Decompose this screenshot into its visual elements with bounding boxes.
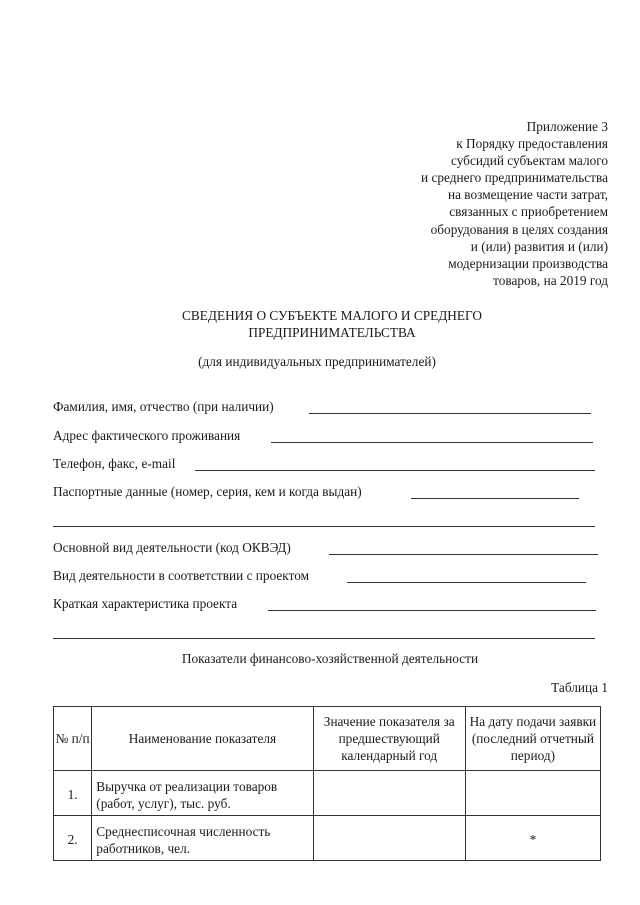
passport-field-continued[interactable] bbox=[53, 526, 595, 527]
row-indicator-name: Выручка от реализации товаров (работ, услуг), тыс. руб. bbox=[92, 771, 313, 816]
main-activity-label: Основной вид деятельности (код ОКВЭД) bbox=[53, 540, 291, 555]
row-number: 1. bbox=[54, 771, 92, 816]
header-indicator-name: Наименование показателя bbox=[92, 707, 313, 771]
full-name-field[interactable] bbox=[309, 413, 591, 414]
project-summary-label: Краткая характеристика проекта bbox=[53, 596, 238, 611]
appendix-line: субсидий субъектам малого bbox=[450, 153, 608, 169]
project-activity-label: Вид деятельности в соответствии с проектом bbox=[53, 568, 310, 583]
appendix-line: связанных с приобретением bbox=[449, 204, 608, 220]
project-summary-field-continued[interactable] bbox=[53, 638, 595, 639]
full-name-label: Фамилия, имя, отчество (при наличии) bbox=[53, 399, 274, 414]
appendix-line: на возмещение части затрат, bbox=[447, 187, 608, 203]
project-activity-field[interactable] bbox=[347, 582, 586, 583]
appendix-block bbox=[328, 118, 608, 289]
document-title bbox=[0, 307, 640, 341]
row-application-date-value[interactable]: * bbox=[465, 816, 600, 861]
project-summary-field[interactable] bbox=[268, 610, 596, 611]
address-label: Адрес фактического проживания bbox=[53, 428, 241, 443]
contacts-label: Телефон, факс, e-mail bbox=[53, 456, 176, 471]
row-previous-year-value[interactable] bbox=[313, 816, 465, 861]
document-title-line: ПРЕДПРИНИМАТЕЛЬСТВА bbox=[248, 325, 416, 340]
header-previous-year: Значение показателя за предшествующий календарный год bbox=[313, 707, 465, 771]
main-activity-field[interactable] bbox=[329, 554, 598, 555]
table-header-row bbox=[54, 707, 601, 771]
appendix-line: к Порядку предоставления bbox=[456, 136, 608, 152]
header-application-date: На дату подачи заявки (последний отчетный период) bbox=[465, 707, 600, 771]
appendix-line: товаров, на 2019 год bbox=[493, 272, 608, 288]
address-field[interactable] bbox=[271, 442, 593, 443]
contacts-field[interactable] bbox=[195, 470, 595, 471]
appendix-line: оборудования в целях создания bbox=[430, 221, 608, 237]
row-number: 2. bbox=[54, 816, 92, 861]
table-row bbox=[54, 771, 601, 816]
header-number: № п/п bbox=[54, 707, 92, 771]
row-application-date-value[interactable] bbox=[465, 771, 600, 816]
appendix-line: и (или) развития и (или) bbox=[470, 238, 608, 254]
row-indicator-name: Среднесписочная численность работников, чел. bbox=[92, 816, 313, 861]
row-previous-year-value[interactable] bbox=[313, 771, 465, 816]
table-row bbox=[54, 816, 601, 861]
passport-label: Паспортные данные (номер, серия, кем и когда выдан) bbox=[53, 484, 362, 499]
appendix-line: модернизации производства bbox=[448, 255, 608, 271]
passport-field[interactable] bbox=[411, 498, 579, 499]
appendix-line: Приложение 3 bbox=[526, 119, 608, 134]
document-title-line: СВЕДЕНИЯ О СУБЪЕКТЕ МАЛОГО И СРЕДНЕГО bbox=[182, 308, 482, 323]
table-caption: Показатели финансово-хозяйственной деятельности bbox=[181, 651, 479, 666]
table-number: Таблица 1 bbox=[551, 680, 608, 695]
indicators-table bbox=[53, 706, 601, 861]
document-subtitle: (для индивидуальных предпринимателей) bbox=[198, 354, 436, 369]
appendix-line: и среднего предпринимательства bbox=[421, 170, 608, 186]
